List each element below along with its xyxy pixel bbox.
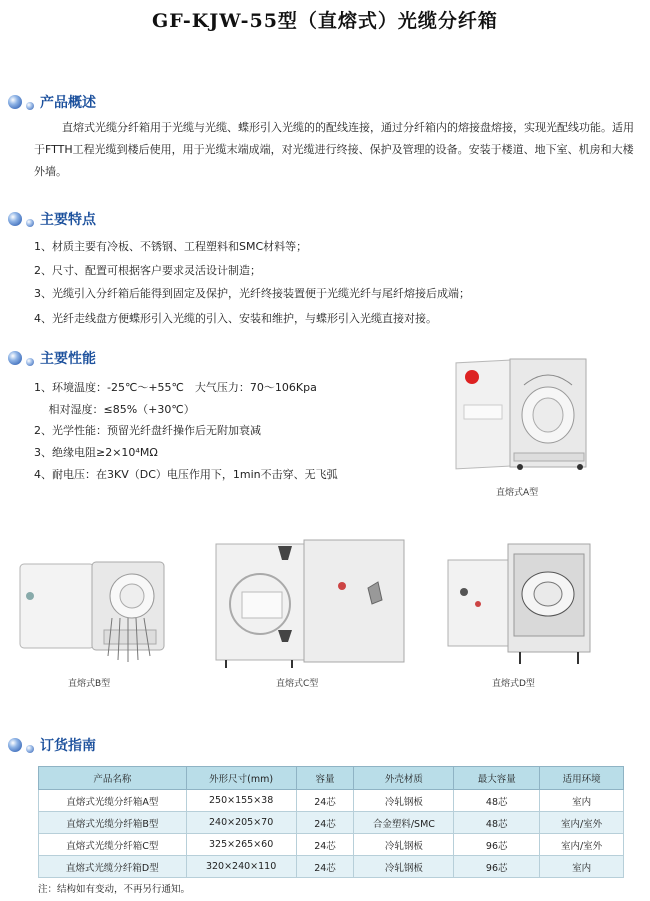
bullet-dot-icon <box>26 102 34 110</box>
brand-logo-icon <box>465 370 479 384</box>
bullet-sphere-icon <box>8 95 22 109</box>
table-cell: 24芯 <box>296 834 354 856</box>
product-photo-c <box>212 538 408 668</box>
performance-item: 相对湿度：≤85%（+30℃） <box>34 403 195 416</box>
table-cell: 24芯 <box>296 856 354 878</box>
caption-d: 直熔式D型 <box>492 679 535 689</box>
feature-item: 2、尺寸、配置可根据客户要求灵活设计制造； <box>34 264 261 277</box>
table-cell: 冷轧钢板 <box>354 790 454 812</box>
table-cell: 冷轧钢板 <box>354 856 454 878</box>
table-cell: 96芯 <box>454 856 540 878</box>
bullet-dot-icon <box>26 745 34 753</box>
performance-item: 4、耐电压：在3KV（DC）电压作用下，1min不击穿、无飞弧 <box>34 468 338 481</box>
table-cell: 直熔式光缆分纤箱C型 <box>39 834 187 856</box>
caption-b: 直熔式B型 <box>68 679 111 689</box>
table-cell: 室内 <box>540 856 624 878</box>
table-cell: 24芯 <box>296 812 354 834</box>
column-header: 产品名称 <box>39 767 187 790</box>
column-header: 容量 <box>296 767 354 790</box>
section-title-order: 订货指南 <box>40 738 96 754</box>
performance-item: 1、环境温度：-25℃～+55℃ 大气压力：70～106Kpa <box>34 381 317 394</box>
table-cell: 48芯 <box>454 790 540 812</box>
caption-a: 直熔式A型 <box>496 488 539 498</box>
overview-text: 直熔式光缆分纤箱用于光缆与光缆、蝶形引入光缆的的配线连接，通过分纤箱内的熔接盘熔接，实现光配线功能。适用于FTTH工程光缆到楼后使用，用于光缆末端成端，对光缆进行终接、保护及管理的设备。安装于楼道、地下室、机房和大楼外墙。 <box>34 121 634 178</box>
bullet-dot-icon <box>26 358 34 366</box>
column-header: 适用环境 <box>540 767 624 790</box>
product-photo-d <box>444 540 594 668</box>
table-cell: 24芯 <box>296 790 354 812</box>
order-table <box>38 766 624 878</box>
product-photo-a <box>454 355 594 475</box>
section-header-performance <box>8 348 96 368</box>
table-row <box>39 790 624 812</box>
table-cell: 320×240×110 <box>186 856 296 878</box>
table-cell: 冷轧钢板 <box>354 834 454 856</box>
table-cell: 直熔式光缆分纤箱D型 <box>39 856 187 878</box>
page-title: GF-KJW-55型（直熔式）光缆分纤箱 <box>152 10 498 32</box>
table-header-row <box>39 767 624 790</box>
bullet-dot-icon <box>26 219 34 227</box>
table-cell: 96芯 <box>454 834 540 856</box>
feature-item: 4、光纤走线盘方便蝶形引入光缆的引入、安装和维护，与蝶形引入光缆直接对接。 <box>34 312 437 325</box>
product-photo-b <box>16 556 168 668</box>
table-row <box>39 812 624 834</box>
bullet-sphere-icon <box>8 212 22 226</box>
section-title-features: 主要特点 <box>40 212 96 228</box>
table-cell: 240×205×70 <box>186 812 296 834</box>
table-cell: 325×265×60 <box>186 834 296 856</box>
performance-item: 2、光学性能：预留光纤盘纤操作后无附加衰减 <box>34 424 261 437</box>
table-cell: 合金塑料/SMC <box>354 812 454 834</box>
caption-c: 直熔式C型 <box>276 679 319 689</box>
table-cell: 室内 <box>540 790 624 812</box>
bullet-sphere-icon <box>8 351 22 365</box>
table-cell: 250×155×38 <box>186 790 296 812</box>
column-header: 外形尺寸(mm) <box>186 767 296 790</box>
performance-item: 3、绝缘电阻≥2×10⁴MΩ <box>34 446 158 459</box>
table-row <box>39 834 624 856</box>
feature-item: 3、光缆引入分纤箱后能得到固定及保护，光纤终接装置便于光缆光纤与尾纤熔接后成端； <box>34 287 470 300</box>
table-cell: 直熔式光缆分纤箱A型 <box>39 790 187 812</box>
section-header-features <box>8 209 96 229</box>
column-header: 外壳材质 <box>354 767 454 790</box>
column-header: 最大容量 <box>454 767 540 790</box>
order-note: 注：结构如有变动，不再另行通知。 <box>38 884 191 895</box>
table-cell: 室内/室外 <box>540 812 624 834</box>
feature-item: 1、材质主要有冷板、不锈钢、工程塑料和SMC材料等； <box>34 240 308 253</box>
section-header-overview <box>8 92 96 112</box>
table-cell: 室内/室外 <box>540 834 624 856</box>
bullet-sphere-icon <box>8 738 22 752</box>
table-cell: 48芯 <box>454 812 540 834</box>
overview-paragraph <box>34 117 634 183</box>
section-title-overview: 产品概述 <box>40 95 96 111</box>
section-header-order <box>8 735 96 755</box>
table-row <box>39 856 624 878</box>
table-cell: 直熔式光缆分纤箱B型 <box>39 812 187 834</box>
section-title-performance: 主要性能 <box>40 351 96 367</box>
